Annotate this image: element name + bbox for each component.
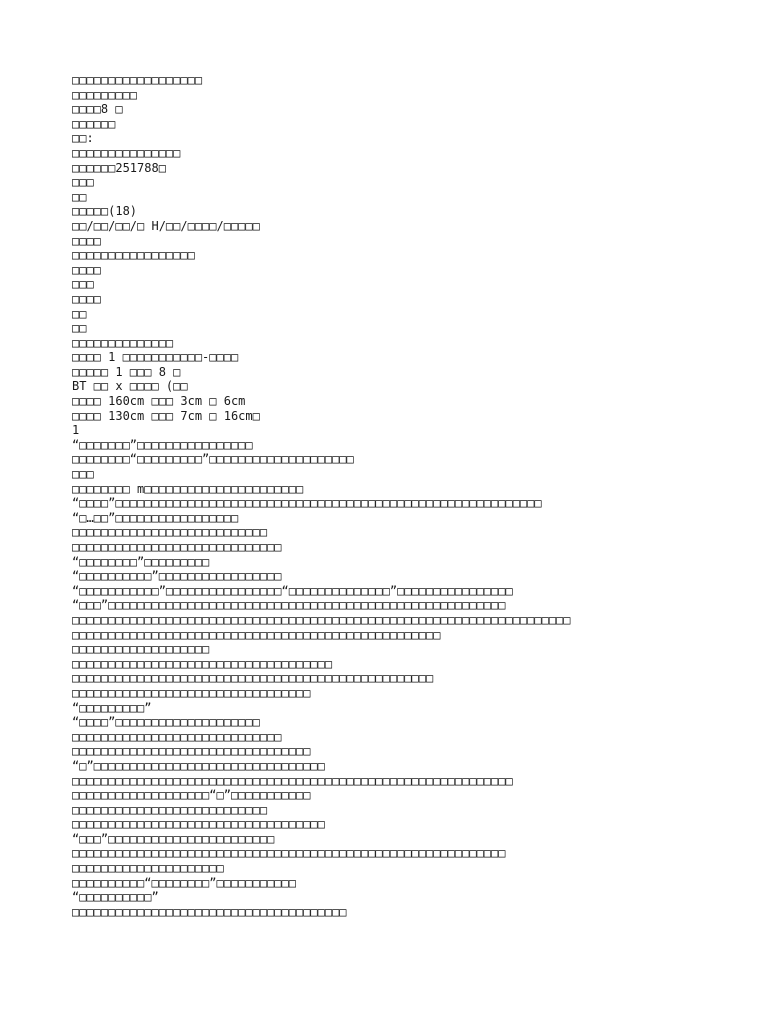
text-line: □□□□□□251788□ [72, 160, 166, 175]
text-line: □□□□□□□□□□□□□□□□□□□□□□□□□□□□□□□□□□□□□□□□□□□□□□□□□□□ [72, 627, 441, 642]
text-line: “□□□□□□□□”□□□□□□□□□ [72, 554, 210, 569]
text-line: □□□ [72, 467, 94, 482]
text-line: □□□□□□□□□□□□□□□□□ [72, 248, 195, 263]
text-line: □□□□□□□□□□□□□□□□□□□□□□□□□□□□□□□□□ [72, 685, 311, 700]
text-line: □□ [72, 189, 87, 204]
text-line: □□□□□□□□□□□□□□□□□□ [72, 73, 203, 87]
text-line: 1 [72, 423, 80, 438]
text-line: “□□□”□□□□□□□□□□□□□□□□□□□□□□□ [72, 831, 275, 846]
text-line: □□□ [72, 277, 94, 292]
text-line: “□□□□□□□□□” [72, 700, 152, 715]
text-line: □□□□ [72, 262, 101, 277]
text-line: □□□□□□□□□□□□□□□□□□□□□□□□□□□□□□□□□□□□□□□□□□□□□□□□□□ [72, 671, 434, 686]
text-line: □□: [72, 131, 94, 146]
text-line: BT □□ x □□□□ (□□ [72, 379, 188, 394]
text-line: “□□□□□□□□□□” [72, 890, 159, 905]
text-line: “□□□□□□□□□□□”□□□□□□□□□□□□□□□□“□□□□□□□□□□□□□□”□□□□□□□□□□□□□□□□ [72, 583, 513, 598]
text-line: □□□□ [72, 291, 101, 306]
text-line: □□□□□ 1 □□□ 8 □ [72, 364, 181, 379]
text-line: □□□□□□□□□□□□□□□□□□□□□□□□□□□□□ [72, 729, 282, 744]
text-line: “□…□□”□□□□□□□□□□□□□□□□□ [72, 510, 239, 525]
text-line: □□□□□□□□□□□□□□ [72, 335, 174, 350]
text-line: □□□□□□□□□□□□□□□□□□□□□□□□□□□□□□□□□□□□□□□□□□□□□□□□□□□□□□□□□□□□□□□□□□□□□ [72, 612, 571, 627]
text-line: □□□□ 160cm □□□ 3cm □ 6cm [72, 394, 246, 409]
text-line: □□□□□□ [72, 116, 116, 131]
text-line: □□□□□□□□□□□□□□□□□□□□□ [72, 861, 224, 876]
text-line: “□□□□□□□”□□□□□□□□□□□□□□□□ [72, 437, 253, 452]
text-line: □□□□□□□□□□□□□□□□□□□□□□□□□□□ [72, 525, 268, 540]
text-line: □□□ [72, 175, 94, 190]
text-line: □□□□ [72, 233, 101, 248]
text-line: □□□□□□□□ m□□□□□□□□□□□□□□□□□□□□□□ [72, 481, 304, 496]
text-line: □□□□□□□□□□□□□□□□□□□□□□□□□□□□□□□□□ [72, 744, 311, 759]
text-line: □□□□□□□□□□□□□□□□□□□□□□□□□□□□□□□□□□□□□□□□□□□□□□□□□□□□□□□□□□□□ [72, 846, 506, 861]
text-line: □□□□□□□□□□□□□□□□□□□□□□□□□□□□□□□□□□□ [72, 817, 325, 832]
text-line: □□□□□□□□“□□□□□□□□□”□□□□□□□□□□□□□□□□□□□□ [72, 452, 354, 467]
text-line: □□□□ 130cm □□□ 7cm □ 16cm□ [72, 408, 260, 423]
text-line: □□□□□□□□□□“□□□□□□□□”□□□□□□□□□□□ [72, 875, 296, 890]
text-line: “□”□□□□□□□□□□□□□□□□□□□□□□□□□□□□□□□□ [72, 758, 325, 773]
text-line: □□□□□□□□□□□□□□□□□□□ [72, 642, 210, 657]
text-line: □□□□□□□□□□□□□□□□□□□□□□□□□□□ [72, 802, 268, 817]
text-line: □□□□□□□□□□□□□□□□□□□□□□□□□□□□□□□□□□□□□□□□□□□□□□□□□□□□□□□□□□□□□ [72, 773, 513, 788]
text-line: □□ [72, 321, 87, 336]
text-line: □□□□□□□□□□□□□□□□□□□“□”□□□□□□□□□□□ [72, 788, 311, 803]
text-line: □□□□□□□□□□□□□□□□□□□□□□□□□□□□□ [72, 540, 282, 554]
text-line: “□□□□”□□□□□□□□□□□□□□□□□□□□□□□□□□□□□□□□□□□□□□□□□□□□□□□□□□□□□□□□□□□ [72, 496, 542, 511]
text-line: □□□□□(18) [72, 204, 138, 219]
text-line: □□□□□□□□□□□□□□□□□□□□□□□□□□□□□□□□□□□□ [72, 656, 333, 671]
text-line: “□□□”□□□□□□□□□□□□□□□□□□□□□□□□□□□□□□□□□□□□□□□□□□□□□□□□□□□□□□□ [72, 598, 506, 613]
text-line: □□/□□/□□/□ H/□□/□□□□/□□□□□ [72, 218, 260, 233]
text-line: “□□□□□□□□□□”□□□□□□□□□□□□□□□□□ [72, 569, 282, 584]
text-line: □□□□□□□□□□□□□□□□□□□□□□□□□□□□□□□□□□□□□□ [72, 904, 347, 919]
text-line: □□□□□□□□□□□□□□□ [72, 145, 181, 160]
document-page [72, 73, 752, 919]
text-line: □□□□□□□□□ [72, 87, 138, 102]
text-line: □□□□ 1 □□□□□□□□□□□-□□□□ [72, 350, 239, 365]
text-line: □□ [72, 306, 87, 321]
text-line: “□□□□”□□□□□□□□□□□□□□□□□□□□ [72, 715, 260, 730]
text-line: □□□□8 □ [72, 102, 123, 117]
